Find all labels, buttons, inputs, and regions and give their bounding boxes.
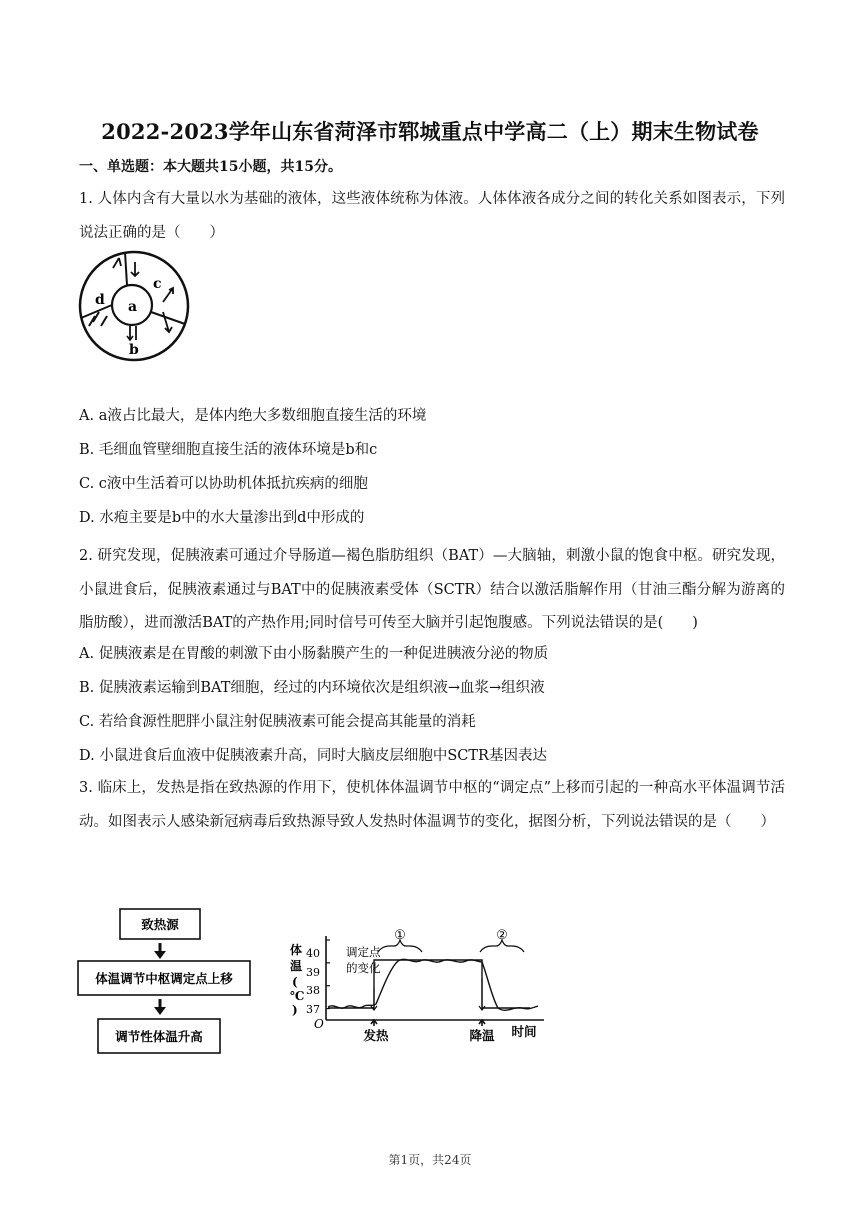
marker-1: ①: [394, 928, 406, 943]
q3-stem: 3. 临床上，发热是指在致热源的作用下，使机体体温调节中枢的“调定点”上移而引起的一种高水平体温调节活动。如图表示人感染新冠病毒后致热源导致人发热时体温调节的变化，据图分析，下列说法错误的是（ ）: [79, 780, 785, 830]
q1-option-a: A. a液占比最大，是体内绝大多数细胞直接生活的环境: [79, 408, 427, 424]
body-fluid-diagram: [77, 250, 193, 366]
flow-box-1: 致热源: [141, 917, 179, 932]
temperature-chart: [282, 928, 552, 1048]
flow-box-2: 体温调节中枢调定点上移: [95, 971, 233, 986]
flow-box-3: 调节性体温升高: [115, 1029, 203, 1044]
marker-2: ②: [496, 928, 508, 943]
page-title: 2022-2023学年山东省菏泽市郓城重点中学高二（上）期末生物试卷: [101, 119, 759, 144]
ytick-39: 39: [306, 966, 320, 979]
page-footer: 第1页，共24页: [388, 1153, 472, 1167]
q2-option-b: B. 促胰液素运输到BAT细胞，经过的内环境依次是组织液→血浆→组织液: [79, 680, 545, 696]
set-point-label-1: 调定点: [346, 945, 381, 959]
xlabel-cooling: 降温: [469, 1028, 495, 1043]
q1-option-b: B. 毛细血管壁细胞直接生活的液体环境是b和c: [79, 442, 378, 458]
xlabel-fever: 发热: [363, 1028, 389, 1043]
xlabel-time: 时间: [511, 1024, 537, 1039]
y-axis-label: [290, 942, 304, 1017]
fever-arrow: [371, 1020, 377, 1026]
set-point-label-2: 的变化: [346, 961, 381, 975]
ytick-40: 40: [306, 947, 320, 960]
q2-option-c: C. 若给食源性肥胖小鼠注射促胰液素可能会提高其能量的消耗: [79, 714, 476, 730]
q1-option-d: D. 水疱主要是b中的水大量渗出到d中形成的: [79, 510, 365, 526]
q1-stem: 1. 人体内含有大量以水为基础的液体，这些液体统称为体液。人体体液各成分之间的转化关系如图表示，下列说法正确的是（ ）: [79, 191, 785, 241]
ytick-38: 38: [306, 984, 320, 997]
svg-text:温: 温: [290, 959, 303, 973]
q2-option-a: A. 促胰液素是在胃酸的刺激下由小肠黏膜产生的一种促进胰液分泌的物质: [79, 646, 549, 662]
q2-stem: 2. 研究发现，促胰液素可通过介导肠道—褐色脂肪组织（BAT）—大脑轴，刺激小鼠的饱食中枢。研究发现，小鼠进食后，促胰液素通过与BAT中的促胰液素受体（SCTR）结合以激活脂解作用（甘油三酯分解为游离的脂肪酸），进而激活BAT的产热作用;同时信号可传至大脑并引起饱腹感。下列说法错误的是( ): [79, 548, 785, 631]
fever-flow-diagram: [76, 905, 266, 1061]
q2-option-d: D. 小鼠进食后血液中促胰液素升高，同时大脑皮层细胞中SCTR基因表达: [79, 748, 547, 764]
label-c: c: [153, 276, 162, 292]
origin-label: O: [314, 1017, 324, 1031]
svg-text:体: 体: [290, 943, 303, 957]
svg-text:(: (: [292, 975, 298, 989]
label-d: d: [95, 292, 105, 308]
svg-text:): ): [292, 1003, 298, 1017]
q1-option-c: C. c液中生活着可以协助机体抵抗疾病的细胞: [79, 476, 368, 492]
section-header: 一、单选题：本大题共15小题，共15分。: [79, 159, 342, 175]
cooling-arrow: [479, 1020, 485, 1026]
label-a: a: [128, 299, 138, 315]
label-b: b: [129, 342, 139, 358]
svg-text:℃: ℃: [290, 989, 305, 1003]
ytick-37: 37: [306, 1003, 320, 1016]
